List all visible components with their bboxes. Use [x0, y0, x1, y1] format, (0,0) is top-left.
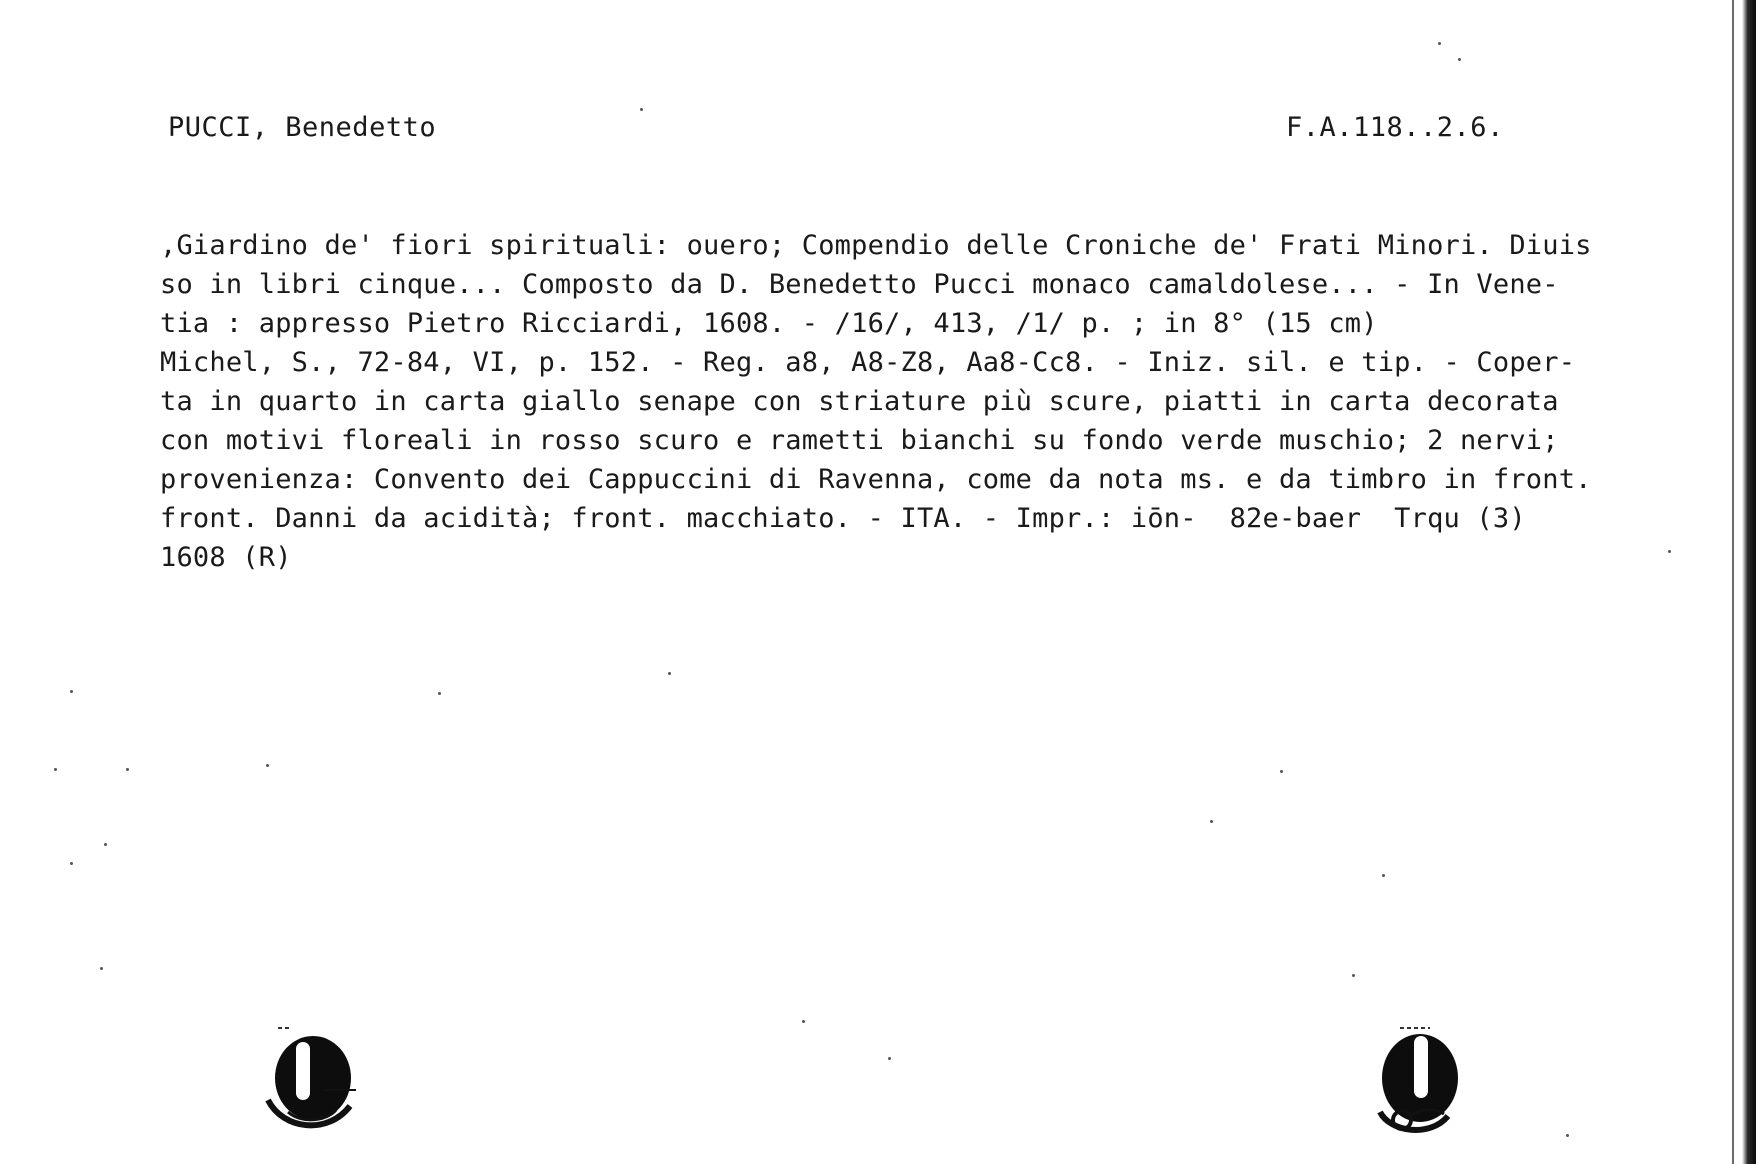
author-heading: PUCCI, Benedetto	[168, 112, 437, 143]
scan-speck	[1668, 550, 1671, 553]
scan-speck	[54, 768, 57, 771]
scan-speck	[70, 862, 73, 865]
description-line: provenienza: Convento dei Cappuccini di Ravenna, come da nota ms. e da timbro in front.	[160, 464, 1592, 495]
scan-speck	[1280, 770, 1283, 773]
scan-speck	[888, 1057, 891, 1060]
description-line: so in libri cinque... Composto da D. Benedetto Pucci monaco camaldolese... - In Vene-	[160, 269, 1559, 300]
description-line: 1608 (R)	[160, 542, 292, 573]
scan-speck	[1210, 820, 1213, 823]
description-line: ta in quarto in carta giallo senape con striature più scure, piatti in carta decorata	[160, 386, 1559, 417]
scan-speck	[126, 768, 129, 771]
punch-hole-icon	[258, 1020, 368, 1140]
scan-speck	[70, 690, 73, 693]
description-line: front. Danni da acidità; front. macchiato. - ITA. - Impr.: iōn- 82e-baer Trqu (3)	[160, 503, 1526, 534]
scan-speck	[1438, 42, 1441, 45]
scan-speck	[1566, 1134, 1569, 1137]
punch-hole-icon	[1360, 1020, 1470, 1140]
description-line: ,Giardino de' fiori spirituali: ouero; Compendio delle Croniche de' Frati Minori. Diuis	[160, 230, 1592, 261]
scan-speck	[1382, 874, 1385, 877]
shelfmark: F.A.118..2.6.	[1286, 112, 1504, 143]
description-line: con motivi floreali in rosso scuro e rametti bianchi su fondo verde muschio; 2 nervi;	[160, 425, 1559, 456]
scan-speck	[266, 764, 269, 767]
scan-speck	[1458, 58, 1461, 61]
scan-speck	[438, 692, 441, 695]
card-edge-line	[1732, 0, 1734, 1164]
scan-speck	[668, 672, 671, 675]
scan-speck	[1352, 974, 1355, 977]
scan-speck	[802, 1020, 805, 1023]
bibliographic-description	[160, 226, 1620, 577]
scan-speck	[100, 967, 103, 970]
card-edge-shadow	[1742, 0, 1756, 1164]
description-line: tia : appresso Pietro Ricciardi, 1608. - /16/, 413, /1/ p. ; in 8° (15 cm)	[160, 308, 1378, 339]
scan-speck	[640, 108, 643, 111]
description-line: Michel, S., 72-84, VI, p. 152. - Reg. a8, A8-Z8, Aa8-Cc8. - Iniz. sil. e tip. - Coper-	[160, 347, 1576, 378]
scan-speck	[104, 843, 107, 846]
